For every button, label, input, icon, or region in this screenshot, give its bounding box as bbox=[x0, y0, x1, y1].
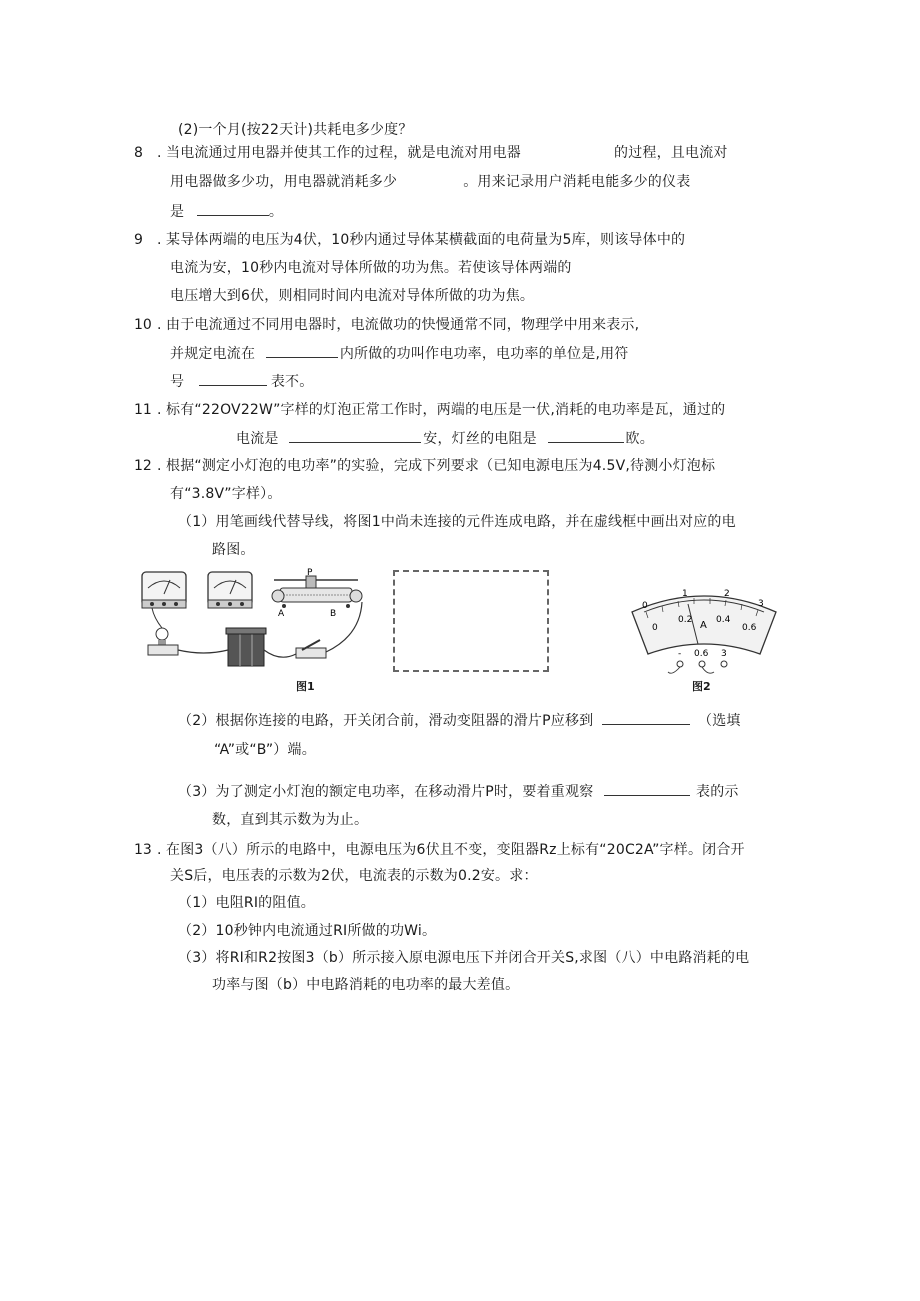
terminal-label-3: 3 bbox=[721, 649, 727, 659]
q12-part2-blank[interactable] bbox=[602, 710, 690, 725]
q10-number: 10 bbox=[134, 317, 152, 333]
q12-part2-a: （2）根据你连接的电路，开关闭合前，滑动变阻器的滑片P应移到 bbox=[178, 713, 594, 729]
q11-blank-2[interactable] bbox=[548, 428, 624, 443]
q11-line2-a: 电流是 bbox=[236, 431, 279, 447]
q8-line3-a: 是 bbox=[170, 204, 185, 220]
figure-1-apparatus bbox=[134, 566, 384, 688]
terminal-0-6 bbox=[699, 661, 705, 667]
q8-line3 bbox=[170, 201, 283, 222]
q12-part3-a: （3）为了测定小灯泡的额定电功率，在移动滑片P时，要着重观察 bbox=[178, 784, 594, 800]
q8-line1-a: 当电流通过用电器并使其工作的过程，就是电流对用电器 bbox=[166, 145, 521, 161]
q12-dot: . bbox=[157, 458, 162, 474]
voltmeter-icon bbox=[208, 572, 252, 608]
terminal-label-negative: - bbox=[678, 649, 682, 659]
q12-number: 12 bbox=[134, 458, 152, 474]
q9-line2: 电流为安，10秒内电流对导体所做的功为焦。若使该导体两端的 bbox=[170, 260, 572, 276]
q10-line2-b: 内所做的功叫作电功率，电功率的单位是,用符 bbox=[339, 346, 629, 362]
q13-dot: . bbox=[157, 842, 162, 858]
slider-label-a: A bbox=[278, 609, 285, 619]
scale-bottom-1: 0.2 bbox=[678, 615, 693, 625]
q9-line1: 某导体两端的电压为4伏，10秒内通过导体某横截面的电荷量为5库，则该导体中的 bbox=[166, 232, 686, 248]
q11-number: 11 bbox=[134, 402, 152, 418]
q9-dot: . bbox=[157, 232, 162, 248]
q11-line1: 标有“22OV22W”字样的灯泡正常工作时，两端的电压是一伏,消耗的电功率是瓦，通过的 bbox=[166, 402, 726, 418]
q10-line3-a: 号 bbox=[170, 374, 185, 390]
q9-number: 9 bbox=[134, 232, 143, 248]
q10-line1: 由于电流通过不同用电器时，电流做功的快慢通常不同，物理学中用来表示, bbox=[166, 317, 640, 333]
q12-part1-line1: （1）用笔画线代替导线，将图1中尚未连接的元件连成电路，并在虚线框中画出对应的电 bbox=[178, 514, 736, 530]
rheostat-icon bbox=[272, 576, 362, 608]
slider-label-b: B bbox=[330, 609, 337, 619]
q11-dot: . bbox=[157, 402, 162, 418]
q8-number: 8 bbox=[134, 145, 143, 161]
switch-icon bbox=[296, 640, 326, 658]
q12-part2-line1 bbox=[178, 710, 741, 731]
figure-2-meter-dial bbox=[628, 582, 780, 680]
q11-line2-b: 安，灯丝的电阻是 bbox=[423, 431, 537, 447]
battery-icon bbox=[226, 628, 266, 666]
q12-part3-blank[interactable] bbox=[604, 781, 690, 796]
scale-top-3: 3 bbox=[758, 599, 764, 609]
q13-line2: 关S后，电压表的示数为2伏，电流表的示数为0.2安。求： bbox=[170, 868, 538, 884]
q12-part3-line1 bbox=[178, 781, 739, 802]
q13-sub1: （1）电阻RI的阻值。 bbox=[178, 895, 315, 911]
q10-line2 bbox=[170, 343, 629, 364]
q8-line2 bbox=[170, 172, 690, 192]
q8-dot: . bbox=[157, 145, 162, 161]
scale-top-0: 0 bbox=[642, 601, 648, 611]
bulb-icon bbox=[148, 628, 178, 655]
q12-part3-line2: 数，直到其示数为为止。 bbox=[212, 812, 369, 828]
slider-label-p: P bbox=[307, 568, 313, 578]
q8-line1 bbox=[166, 143, 728, 163]
meter-unit-label: A bbox=[700, 620, 707, 631]
terminal-3 bbox=[721, 661, 727, 667]
q8-blank[interactable] bbox=[197, 201, 269, 216]
figure-2-caption: 图2 bbox=[692, 680, 711, 693]
q11-line2-c: 欧。 bbox=[625, 431, 654, 447]
terminal-negative bbox=[677, 661, 683, 667]
ammeter-icon bbox=[142, 572, 186, 608]
q10-blank-2[interactable] bbox=[199, 371, 267, 386]
q13-line1: 在图3（八）所示的电路中，电源电压为6伏且不变，变阻器Rz上标有“20C2A”字样。闭合开 bbox=[166, 842, 745, 858]
q8-line2-b: 。用来记录用户消耗电能多少的仪表 bbox=[463, 174, 691, 190]
q8-line1-b: 的过程，且电流对 bbox=[614, 145, 728, 161]
scale-bottom-3: 0.6 bbox=[742, 623, 757, 633]
q11-line2 bbox=[236, 428, 654, 449]
scale-bottom-2: 0.4 bbox=[716, 615, 731, 625]
circuit-drawing-box[interactable] bbox=[393, 570, 549, 672]
q12-line2: 有“3.8V”字样）。 bbox=[170, 486, 282, 502]
q13-sub3-line2: 功率与图（b）中电路消耗的电功率的最大差值。 bbox=[212, 977, 520, 993]
q13-sub2: （2）10秒钟内电流通过RI所做的功Wi。 bbox=[178, 923, 437, 939]
terminal-label-0-6: 0.6 bbox=[694, 649, 709, 659]
q12-part2-line2: “A”或“B”）端。 bbox=[214, 742, 316, 758]
q8-line2-a: 用电器做多少功，用电器就消耗多少 bbox=[170, 174, 398, 190]
q8-line3-b: 。 bbox=[268, 204, 284, 220]
q11-blank-1[interactable] bbox=[289, 428, 421, 443]
scale-bottom-0: 0 bbox=[652, 623, 658, 633]
q10-line3-b: 表不。 bbox=[270, 374, 314, 390]
q12-part2-b: （选填 bbox=[698, 713, 741, 729]
q10-dot: . bbox=[157, 317, 162, 333]
scale-top-1: 1 bbox=[682, 589, 688, 599]
q12-part3-b: 表的示 bbox=[696, 784, 739, 800]
q13-sub3-line1: （3）将RI和R2按图3（b）所示接入原电源电压下并闭合开关S,求图（八）中电路消耗的电 bbox=[178, 950, 750, 966]
q10-line3 bbox=[170, 371, 313, 392]
figure-1-caption: 图1 bbox=[296, 680, 315, 693]
q12-line1: 根据“测定小灯泡的电功率”的实验，完成下列要求（已知电源电压为4.5V,待测小灯泡标 bbox=[166, 458, 716, 474]
q7-sub2: (2)一个月(按22天计)共耗电多少度？ bbox=[178, 122, 413, 138]
q12-part1-line2: 路图。 bbox=[212, 542, 255, 558]
q13-number: 13 bbox=[134, 842, 152, 858]
q10-line2-a: 并规定电流在 bbox=[170, 346, 256, 362]
q9-line3: 电压增大到6伏，则相同时间内电流对导体所做的功为焦。 bbox=[170, 288, 535, 304]
scale-top-2: 2 bbox=[724, 589, 730, 599]
q10-blank-1[interactable] bbox=[266, 343, 338, 358]
